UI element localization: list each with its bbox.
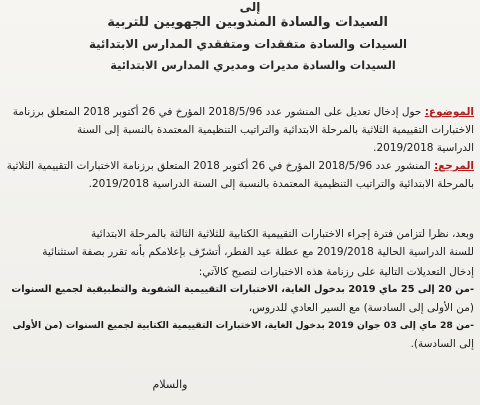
- schedule-item: -من 28 ماي إلى 03 جوان 2019 بدخول الغاية، الاختبارات التقييمية الكتابية لجميع السنوات (من الأولى: [12, 320, 474, 331]
- recipient-line: السيدات والسادة متفقدات ومتفقدي المدارس الابتدائية: [88, 37, 408, 51]
- subject-line: [8, 106, 474, 118]
- schedule-item: -من 20 إلى 25 ماي 2019 بدخول الغاية، الاختبارات التقييمية الشفوية والتطبيقية لجميع السنوات: [11, 284, 474, 295]
- reference-label: المرجع:: [433, 160, 474, 172]
- subject-label: الموضوع:: [424, 106, 474, 118]
- closing: والسلام: [152, 378, 188, 391]
- reference-text: بالمرحلة الابتدائية والتراتيب التنظيمية المعتمدة بالنسبة إلى السنة الدراسية 2019/2018.: [88, 178, 474, 190]
- reference-text: المنشور عدد 2018/5/96 المؤرخ في 26 أكتوبر 2018 المتعلق برزنامة الاختبارات التقييمية الثلاثية: [6, 160, 431, 172]
- reference-line: [8, 160, 474, 172]
- paragraph-line: إدخال التعديلات التالية على رزنامة هذه الاختبارات لتصبح كالآتي:: [198, 266, 474, 278]
- addressee-to: إلى: [239, 0, 261, 14]
- subject-text: حول إدخال تعديل على المنشور عدد 2018/5/96 المؤرخ في 26 أكتوبر 2018 المتعلق برزنامة: [12, 106, 422, 118]
- paragraph-line: وبعد، نظرا لتزامن فترة إجراء الاختبارات التقييمية الكتابية للثلاثية الثالثة بالمرحلة الابتدائية: [91, 228, 474, 240]
- subject-text: الاختبارات التقييمية الثلاثية بالمرحلة الابتدائية والتراتيب التنظيمية المعتمدة بالنسبة إلى السنة: [76, 124, 474, 136]
- subject-text: الدراسية 2019/2018.: [373, 142, 474, 154]
- schedule-item: (من الأولى إلى السادسة) مع السير العادي للدروس،: [248, 302, 474, 314]
- schedule-item: إلى السادسة).: [410, 338, 474, 350]
- recipient-line: السيدات والسادة المندوبين الجهويين للتربية: [107, 15, 388, 30]
- paragraph-line: للسنة الدراسية الحالية 2019/2018 مع عطلة عيد الفطر، أتشرّف بإعلامكم بأنه تقرر بصفة استثنائية: [42, 246, 474, 258]
- recipient-line: السيدات والسادة مديرات ومديري المدارس الابتدائية: [110, 59, 396, 72]
